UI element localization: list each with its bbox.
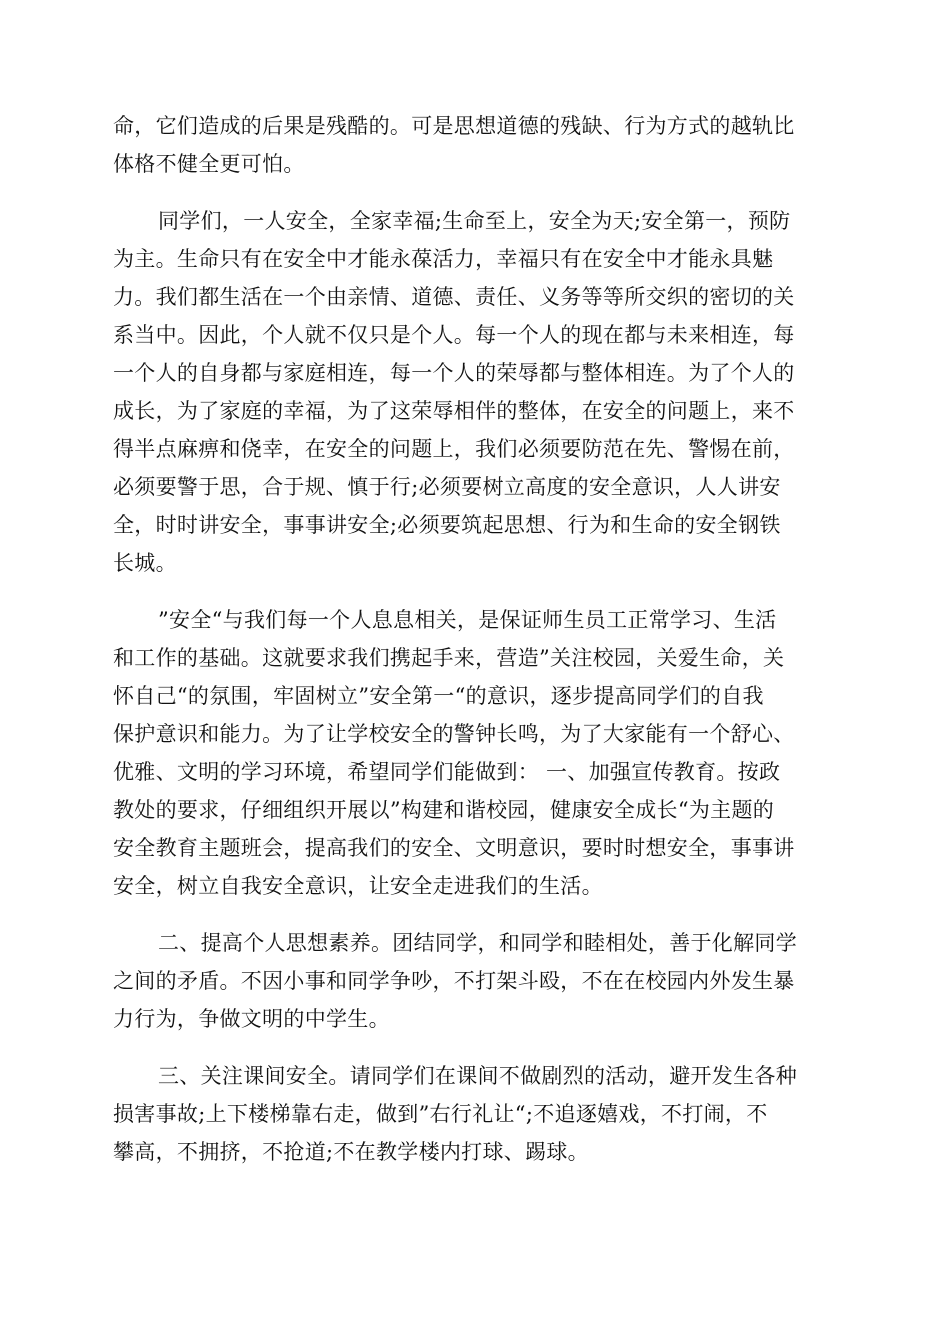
text-line: 三、关注课间安全。请同学们在课间不做剧烈的活动，避开发生各种	[158, 1064, 797, 1088]
text-line: 优雅、文明的学习环境，希望同学们能做到： 一、加强宣传教育。按政	[113, 760, 781, 784]
text-line: 二、提高个人思想素养。团结同学，和同学和睦相处，善于化解同学	[158, 931, 797, 955]
text-line: 系当中。因此，个人就不仅只是个人。每一个人的现在都与未来相连，每	[113, 323, 795, 347]
text-line: 力行为，争做文明的中学生。	[113, 1007, 390, 1031]
text-line: 得半点麻痹和侥幸，在安全的问题上，我们必须要防范在先、警惕在前，	[113, 437, 795, 461]
text-line: 长城。	[113, 551, 177, 575]
text-line: ”安全“与我们每一个人息息相关，是保证师生员工正常学习、生活	[158, 608, 777, 632]
text-line: 教处的要求，仔细组织开展以”构建和谐校园，健康安全成长“为主题的	[113, 798, 775, 822]
text-line: 安全，树立自我安全意识，让安全走进我们的生活。	[113, 874, 603, 898]
text-line: 和工作的基础。这就要求我们携起手来，营造”关注校园，关爱生命，关	[113, 646, 785, 670]
text-line: 同学们，一人安全，全家幸福;生命至上，安全为天;安全第一，预防	[158, 209, 791, 233]
text-line: 力。我们都生活在一个由亲情、道德、责任、义务等等所交织的密切的关	[113, 285, 795, 309]
text-line: 保护意识和能力。为了让学校安全的警钟长鸣，为了大家能有一个舒心、	[113, 722, 795, 746]
text-line: 必须要警于思，合于规、慎于行;必须要树立高度的安全意识，人人讲安	[113, 475, 781, 499]
text-line: 成长，为了家庭的幸福，为了这荣辱相伴的整体，在安全的问题上，来不	[113, 399, 795, 423]
text-line: 怀自己“的氛围，牢固树立”安全第一“的意识，逐步提高同学们的自我	[113, 684, 764, 708]
text-line: 之间的矛盾。不因小事和同学争吵，不打架斗殴，不在在校园内外发生暴	[113, 969, 795, 993]
text-line: 为主。生命只有在安全中才能永葆活力，幸福只有在安全中才能永具魅	[113, 247, 774, 271]
text-line: 安全教育主题班会，提高我们的安全、文明意识，要时时想安全，事事讲	[113, 836, 795, 860]
text-line: 攀高，不拥挤，不抢道;不在教学楼内打球、踢球。	[113, 1140, 589, 1164]
text-line: 体格不健全更可怕。	[113, 152, 305, 176]
text-line: 损害事故;上下楼梯靠右走，做到”右行礼让“;不追逐嬉戏，不打闹，不	[113, 1102, 768, 1126]
text-line: 一个人的自身都与家庭相连，每一个人的荣辱都与整体相连。为了个人的	[113, 361, 795, 385]
text-line: 命，它们造成的后果是残酷的。可是思想道德的残缺、行为方式的越轨比	[113, 114, 795, 138]
text-line: 全，时时讲安全，事事讲安全;必须要筑起思想、行为和生命的安全钢铁	[113, 513, 781, 537]
